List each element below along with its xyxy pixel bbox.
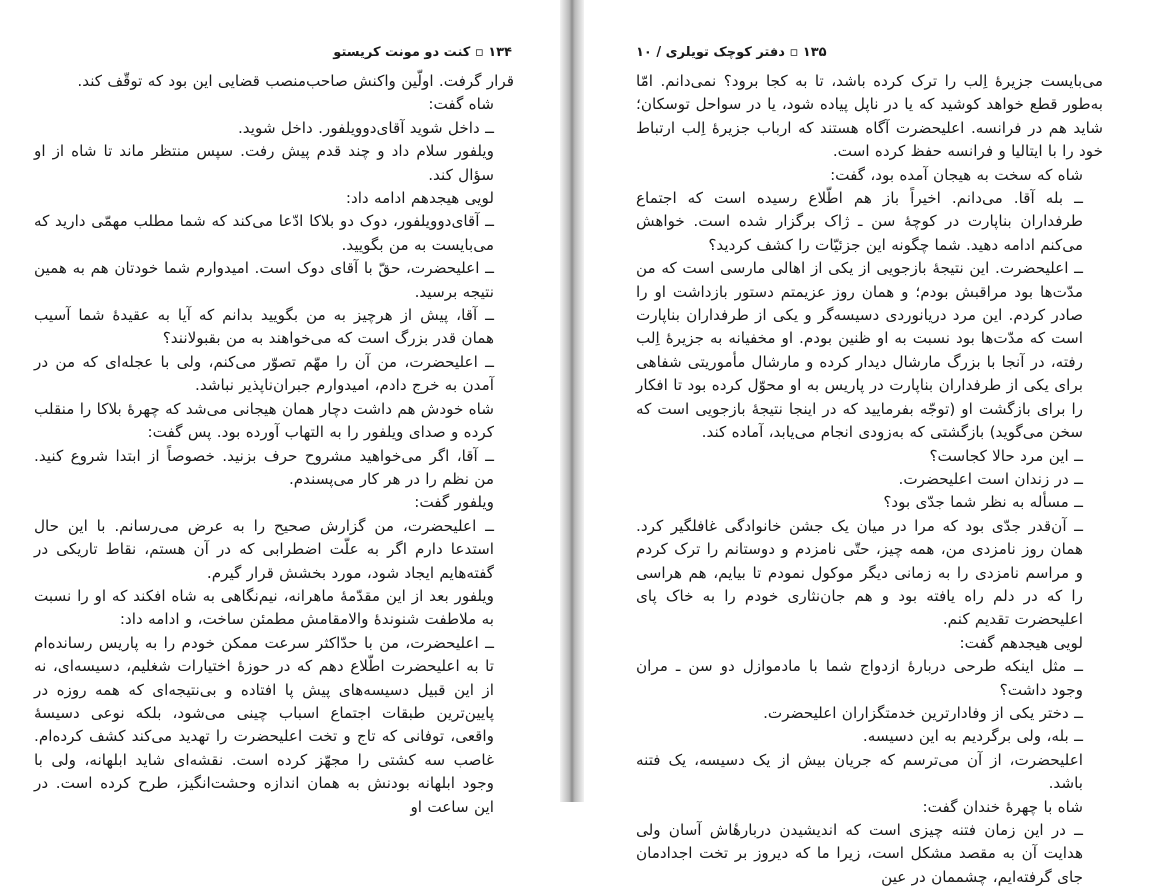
left-page-text — [34, 70, 514, 819]
paragraph: قرار گرفت. اولّین واکنش صاحب‌منصب قضایی این بود که توقّف کند. — [77, 72, 514, 90]
paragraph: ویلفور گفت: — [414, 493, 494, 512]
paragraph: لویی هیجدهم گفت: — [959, 633, 1083, 652]
paragraph: ــ آقای‌دوویلفور، دوک دو بلاکا ادّعا می‌کند که شما مطلب مهمّی دارید که می‌بایست به من بگویید. — [34, 212, 494, 254]
left-page-header: ۱۳۴ ▫ کنت دو مونت کریستو — [333, 45, 512, 60]
paragraph: لویی هیجدهم ادامه داد: — [345, 189, 494, 208]
paragraph: ویلفور سلام داد و چند قدم پیش رفت. سپس منتظر ماند تا شاه از او سؤال کند. — [34, 142, 494, 184]
paragraph: ــ آقا، پیش از هرچیز به من بگویید بدانم که آیا به عقیدهٔ شما آسیب همان قدر بزرگ است که می‌خواهند به من بقبولانند؟ — [34, 306, 494, 348]
paragraph: ــ اعلیحضرت، من آن را مهّم تصوّر می‌کنم، ولی با عجله‌ای که من در آمدن به خرج دادم، امیدوارم جبران‌ناپذیر نباشد. — [34, 352, 494, 395]
paragraph: شاه گفت: — [428, 95, 494, 114]
paragraph: ــ دختر یکی از وفادارترین خدمتگزاران اعلیحضرت. — [763, 703, 1083, 722]
book-gutter — [560, 0, 584, 802]
paragraph: ویلفور بعد از این مقدّمهٔ ماهرانه، نیم‌نگاهی به شاه افکند که او را نسبت به ملاطفت شنوندهٔ والامقامش مطمئن ساخت، و ادامه داد: — [34, 586, 494, 629]
paragraph: ــ بله، ولی برگردیم به این دسیسه. — [862, 727, 1083, 746]
paragraph: ــ این مرد حالا کجاست؟ — [929, 446, 1083, 465]
paragraph: ــ اعلیحضرت، من با حدّاکثر سرعت ممکن خودم را به پاریس رسانده‌ام تا به اعلیحضرت اطّلاع دهم که در حوزهٔ اختیارات شغلیم، دسیسه‌ای، نه از این قبیل دسیسه‌های پیش پا افتاده و بی‌نتیجه‌ای که همه روزه در پایین‌ترین طبقات اجتماع اسباب چینی می‌شود، بلکه نوعی دسیسهٔ واقعی، توفانی که تاج و تخت اعلیحضرت را تهدید می‌کند کشف کرده‌ام. غاصب سه کشتی را مجهّز کرده است. نقشه‌ای شاید ابلهانه، ولی با وجود ابلهانه بودنش به همان اندازه وحشت‌انگیز، طرح کرده است. در این ساعت او — [34, 633, 494, 816]
paragraph: ــ مثل اینکه طرحی دربارهٔ ازدواج شما با مادموازل دو سن ـ مران وجود داشت؟ — [636, 657, 1083, 699]
paragraph: ــ آقا، اگر می‌خواهید مشروح حرف بزنید. خصوصاً از ابتدا شروع کنید. من نظم را در هر کار می‌پسندم. — [34, 446, 494, 488]
paragraph: ــ اعلیحضرت. این نتیجهٔ بازجویی از یکی از اهالی مارسی است که من مدّت‌ها بود مراقبش بودم؛ و همان روز عزیمتم دستور بازداشت او را صادر کردم. این مرد دریانوردی دسیسه‌گر و یکی از طرفداران بناپارت است که مدّت‌ها بود نسبت به او ظنین بودم. او مخفیانه به جزیرهٔ اِلب رفته، در آنجا با بزرگ مارشال دیدار کرده و مارشال مأموریتی شفاهی برای یکی از طرفداران بناپارت در پاریس به او محوّل کرده بود تا افکار را برای بازگشت او (توجّه بفرمایید که در اینجا نتیجهٔ بازجویی است که سخن می‌گوید) بازگشتی که به‌زودی انجام می‌یابد، آماده کند. — [636, 259, 1083, 442]
right-page — [584, 0, 1149, 886]
paragraph: شاه که سخت به هیجان آمده بود، گفت: — [830, 165, 1083, 184]
paragraph: می‌بایست جزیرهٔ اِلب را ترک کرده باشد، تا به کجا برود؟ نمی‌دانم. امّا به‌طور قطع خواهد کوشید که یا در ناپل پیاده شود، یا در سواحل توسکان؛ شاید هم در فرانسه. اعلیحضرت آگاه هستند که ارباب جزیرهٔ اِلب ارتباط خود را با ایتالیا و فرانسه حفظ کرده است. — [636, 72, 1103, 161]
paragraph: اعلیحضرت، از آن می‌ترسم که جریان بیش از یک دسیسه، یک فتنه باشد. — [636, 750, 1083, 793]
paragraph: ــ آن‌قدر جدّی بود که مرا در میان یک جشن خانوادگی غافلگیر کرد. همان روز نامزدی من، همه چیز، حتّی نامزدم و دوستانم را ترک کردم و مراسم نامزدی را به زمانی دیگر موکول نمودم تا بیایم، هم هراسی را که در دلم راه یافته بود و هم جان‌نثاری خودم را به خاک پای اعلیحضرت تقدیم کنم. — [636, 516, 1083, 629]
right-page-text — [636, 70, 1103, 889]
paragraph: شاه خودش هم داشت دچار همان هیجانی می‌شد که چهرهٔ بلاکا را منقلب کرده و صدای ویلفور را به التهاب آورده بود. پس گفت: — [34, 399, 494, 442]
paragraph: ــ در این زمان فتنه چیزی است که اندیشیدن دربارهٔاش آسان ولی هدایت آن به مقصد مشکل است، زیرا ما که دیروز بر تخت اجدادمان جای گرفته‌ایم، چشممان در عین — [636, 821, 1083, 886]
paragraph: ــ بله آقا. می‌دانم. اخیراً باز هم اطّلاع رسیده است که اجتماع طرفداران بناپارت در کوچهٔ سن ـ ژاک برگزار شده است. خواهش می‌کنم ادامه دهید. شما چگونه این جزئیّات را کشف کردید؟ — [636, 189, 1083, 254]
left-page — [0, 0, 560, 816]
paragraph: ــ اعلیحضرت، حقّ با آقای دوک است. امیدوارم شما خودتان هم به همین نتیجه برسید. — [34, 259, 494, 301]
paragraph: ــ مسأله به نظر شما جدّی بود؟ — [883, 493, 1083, 512]
paragraph: شاه با چهرهٔ خندان گفت: — [922, 797, 1083, 816]
paragraph: ــ اعلیحضرت، من گزارش صحیح را به عرض می‌رسانم. با این حال استدعا دارم اگر به علّت اضطرابی که در آن هستم، نقاط تاریکی در گفته‌هایم ایجاد شود، مورد بخشش قرار گیرم. — [34, 516, 494, 582]
paragraph: ــ در زندان است اعلیحضرت. — [898, 469, 1083, 488]
right-page-header: ۱۳۵ ▫ دفتر کوچک تویلری / ۱۰ — [636, 45, 827, 60]
paragraph: ــ داخل شوید آقای‌دوویلفور. داخل شوید. — [237, 118, 494, 137]
